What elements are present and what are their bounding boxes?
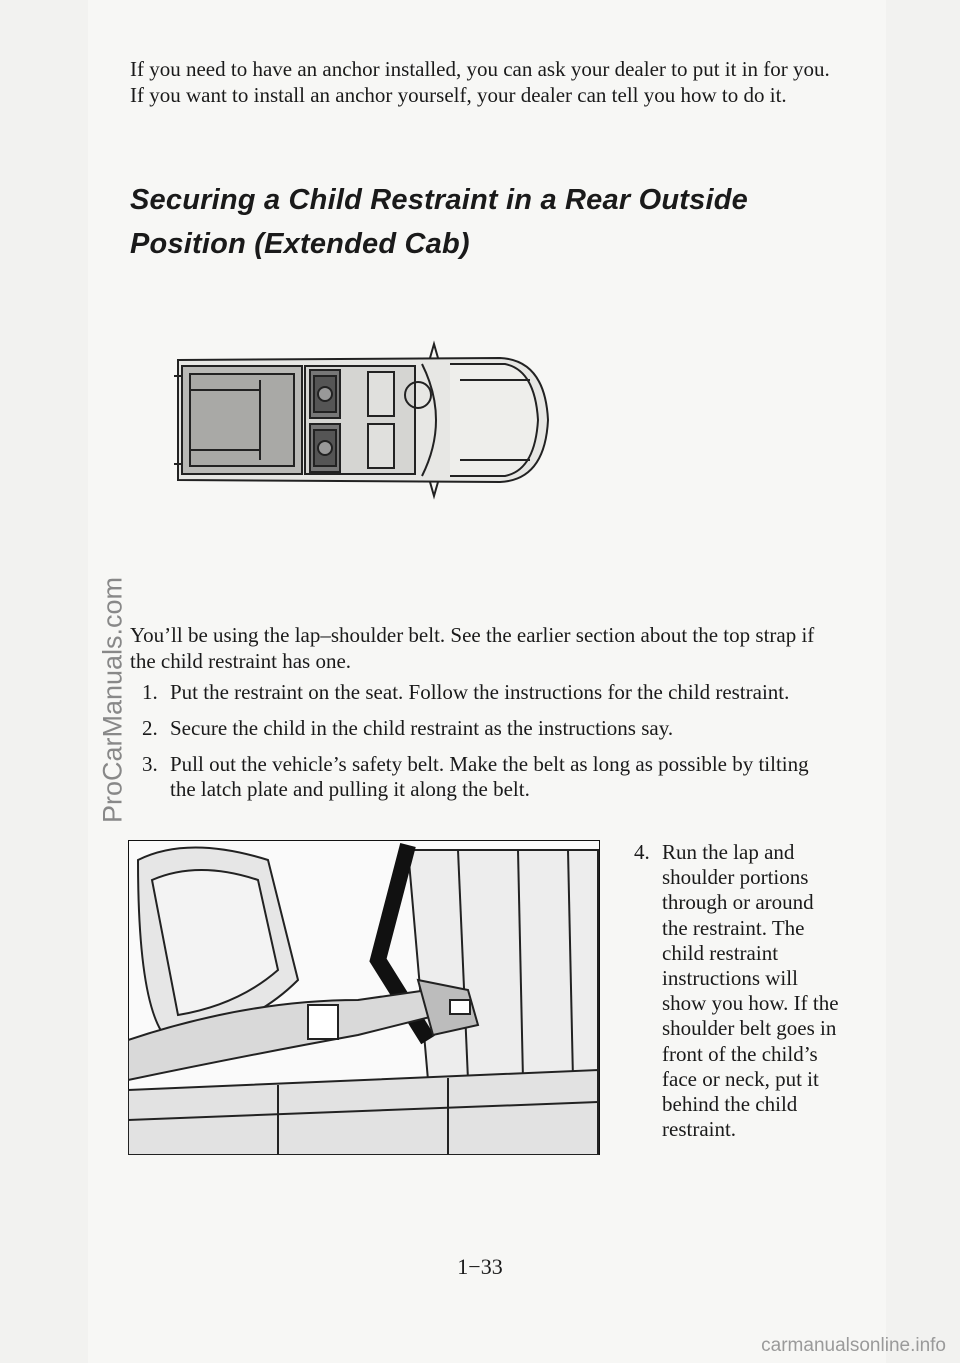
steps-list [130, 680, 830, 813]
list-item [130, 716, 830, 741]
section-heading: Securing a Child Restraint in a Rear Outside Position (Extended Cab) [130, 184, 748, 260]
intro-paragraph: If you need to have an anchor installed, you can ask your dealer to put it in for you. If you want to install an anchor yourself, your dealer can tell you how to do it. [130, 57, 830, 107]
list-item [130, 680, 830, 705]
step-text: Secure the child in the child restraint as the instructions say. [170, 716, 674, 740]
list-item [634, 840, 844, 1142]
step-text: Run the lap and shoulder portions through or around the restraint. The child restraint instructions will show you how. If the shoulder belt goes in front of the child’s face or neck, put it behind the child restraint. [662, 840, 839, 1142]
step-number: 4. [634, 840, 650, 864]
seat-belt-routing-photo [128, 840, 600, 1155]
watermark-bottom: carmanualsonline.info [761, 1335, 946, 1356]
page-number: 1−33 [457, 1254, 503, 1279]
list-item [130, 752, 830, 802]
step-number: 3. [142, 752, 158, 776]
step-number: 1. [142, 680, 158, 704]
step-number: 2. [142, 716, 158, 740]
truck-top-view-illustration [160, 340, 560, 500]
watermark-left: ProCarManuals.com [97, 576, 128, 824]
lap-shoulder-paragraph: You’ll be using the lap–shoulder belt. See the earlier section about the top strap if the child restraint has one. [130, 623, 815, 673]
step-text: Pull out the vehicle’s safety belt. Make the belt as long as possible by tilting the latch plate and pulling it along the belt. [170, 752, 809, 801]
step-text: Put the restraint on the seat. Follow the instructions for the child restraint. [170, 680, 790, 704]
